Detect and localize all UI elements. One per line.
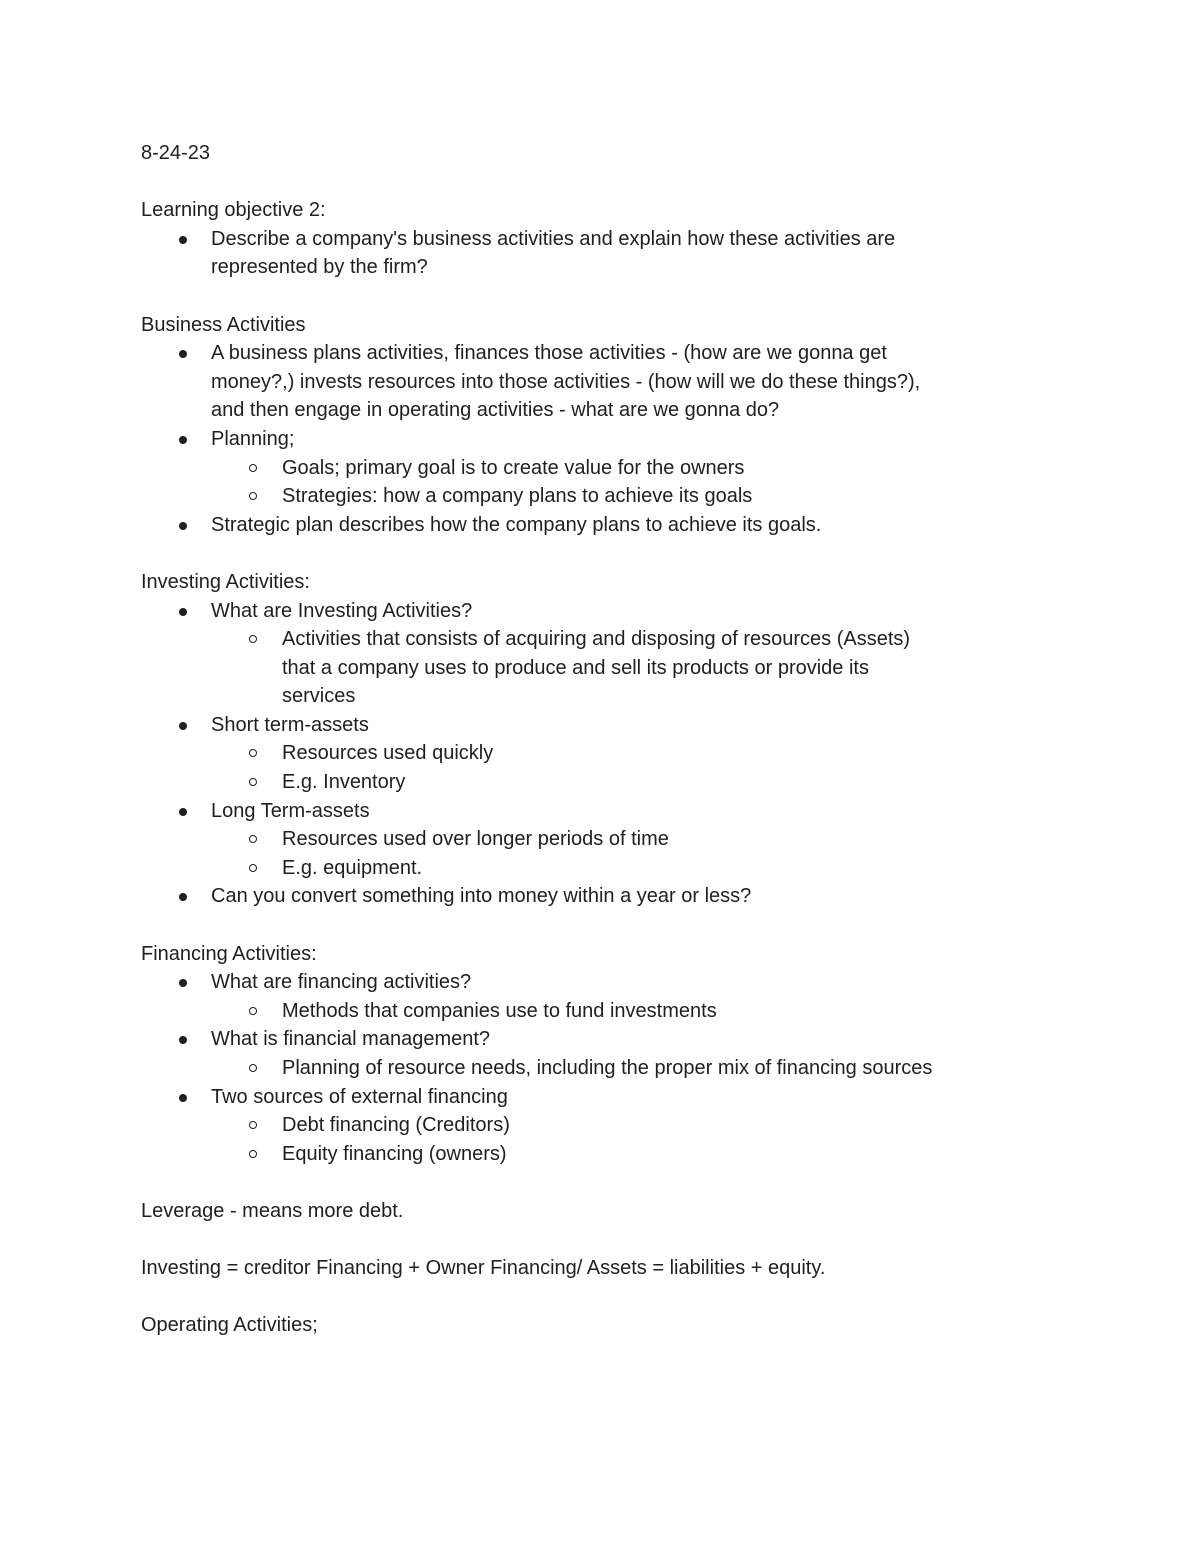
sub-list <box>211 997 941 1026</box>
list-item-text: Short term-assets <box>211 713 369 736</box>
sub-list-item <box>211 1140 941 1169</box>
bullet-icon <box>179 722 187 730</box>
financing-list <box>141 968 941 1168</box>
bullet-icon <box>179 436 187 444</box>
list-item <box>141 968 941 1025</box>
business-heading: Business Activities <box>141 313 306 336</box>
investing-heading: Investing Activities: <box>141 570 310 593</box>
sub-list <box>211 1054 941 1083</box>
list-item-text: Equity financing (owners) <box>282 1142 507 1165</box>
sub-list-item <box>211 482 941 511</box>
list-item-text: What are financing activities? <box>211 971 472 994</box>
sub-list-item <box>211 454 941 483</box>
financing-heading: Financing Activities: <box>141 942 317 965</box>
list-item-text: What are Investing Activities? <box>211 599 473 622</box>
bullet-icon <box>179 350 187 358</box>
equation-line: Investing = creditor Financing + Owner Financing/ Assets = liabilities + equity. <box>141 1257 826 1280</box>
list-item-text: Strategies: how a company plans to achieve its goals <box>282 485 753 508</box>
sub-list-item <box>211 1111 941 1140</box>
list-item-text: Goals; primary goal is to create value for the owners <box>282 456 745 479</box>
sub-list-item <box>211 768 941 797</box>
list-item-text: Planning; <box>211 427 295 450</box>
spacer <box>141 911 941 940</box>
hollow-bullet-icon <box>249 835 257 843</box>
investing-list <box>141 597 941 912</box>
list-item <box>141 1025 941 1082</box>
leverage-line: Leverage - means more debt. <box>141 1199 404 1222</box>
business-list <box>141 339 941 539</box>
spacer <box>141 1283 941 1312</box>
list-item <box>141 225 941 282</box>
list-item-text: What is financial management? <box>211 1028 491 1051</box>
sub-list-item <box>211 825 941 854</box>
bullet-icon <box>179 808 187 816</box>
sub-list-item <box>211 854 941 883</box>
hollow-bullet-icon <box>249 635 257 643</box>
hollow-bullet-icon <box>249 1121 257 1129</box>
list-item-text: Debt financing (Creditors) <box>282 1114 510 1137</box>
spacer <box>141 539 941 568</box>
list-item-text: Describe a company's business activities and explain how these activities are represented by the firm? <box>211 227 896 279</box>
sub-list-item <box>211 625 941 711</box>
spacer <box>141 1226 941 1255</box>
bullet-icon <box>179 1036 187 1044</box>
operating-heading: Operating Activities; <box>141 1314 318 1337</box>
sub-list <box>211 1111 941 1168</box>
sub-list-item <box>211 739 941 768</box>
hollow-bullet-icon <box>249 464 257 472</box>
hollow-bullet-icon <box>249 749 257 757</box>
hollow-bullet-icon <box>249 1064 257 1072</box>
list-item-text: Activities that consists of acquiring and disposing of resources (Assets) that a company uses to produce and sell its products or provide its services <box>282 628 911 708</box>
list-item <box>141 1083 941 1169</box>
objective-heading: Learning objective 2: <box>141 199 326 222</box>
sub-list <box>211 739 941 796</box>
date-line: 8-24-23 <box>141 142 210 164</box>
list-item <box>141 425 941 511</box>
list-item <box>141 882 941 911</box>
spacer <box>141 168 941 197</box>
sub-list <box>211 825 941 882</box>
list-item <box>141 797 941 883</box>
list-item-text: A business plans activities, finances those activities - (how are we gonna get money?,) invests resources into those activities - (how will we do these things?), and then engage in operating activities - what are we gonna do? <box>211 342 921 422</box>
list-item-text: Two sources of external financing <box>211 1085 508 1108</box>
list-item-text: Planning of resource needs, including the proper mix of financing sources <box>282 1057 933 1079</box>
bullet-icon <box>179 236 187 244</box>
list-item-text: E.g. equipment. <box>282 856 423 879</box>
hollow-bullet-icon <box>249 492 257 500</box>
sub-list <box>211 454 941 511</box>
hollow-bullet-icon <box>249 1150 257 1158</box>
spacer <box>141 1168 941 1197</box>
list-item-text: Can you convert something into money within a year or less? <box>211 885 752 908</box>
list-item <box>141 339 941 425</box>
list-item-text: Long Term-assets <box>211 799 370 822</box>
hollow-bullet-icon <box>249 778 257 786</box>
list-item-text: Resources used over longer periods of time <box>282 828 669 851</box>
list-item <box>141 711 941 797</box>
list-item-text: Strategic plan describes how the company plans to achieve its goals. <box>211 513 822 536</box>
bullet-icon <box>179 1094 187 1102</box>
objective-list <box>141 225 941 282</box>
sub-list-item <box>211 997 941 1026</box>
bullet-icon <box>179 979 187 987</box>
document-page <box>141 139 941 1340</box>
hollow-bullet-icon <box>249 1007 257 1015</box>
bullet-icon <box>179 522 187 530</box>
list-item-text: Resources used quickly <box>282 742 494 765</box>
sub-list-item <box>211 1054 941 1083</box>
list-item-text: Methods that companies use to fund investments <box>282 999 717 1022</box>
hollow-bullet-icon <box>249 864 257 872</box>
spacer <box>141 282 941 311</box>
sub-list <box>211 625 941 711</box>
list-item <box>141 597 941 711</box>
list-item <box>141 511 941 540</box>
list-item-text: E.g. Inventory <box>282 771 406 794</box>
bullet-icon <box>179 893 187 901</box>
bullet-icon <box>179 608 187 616</box>
